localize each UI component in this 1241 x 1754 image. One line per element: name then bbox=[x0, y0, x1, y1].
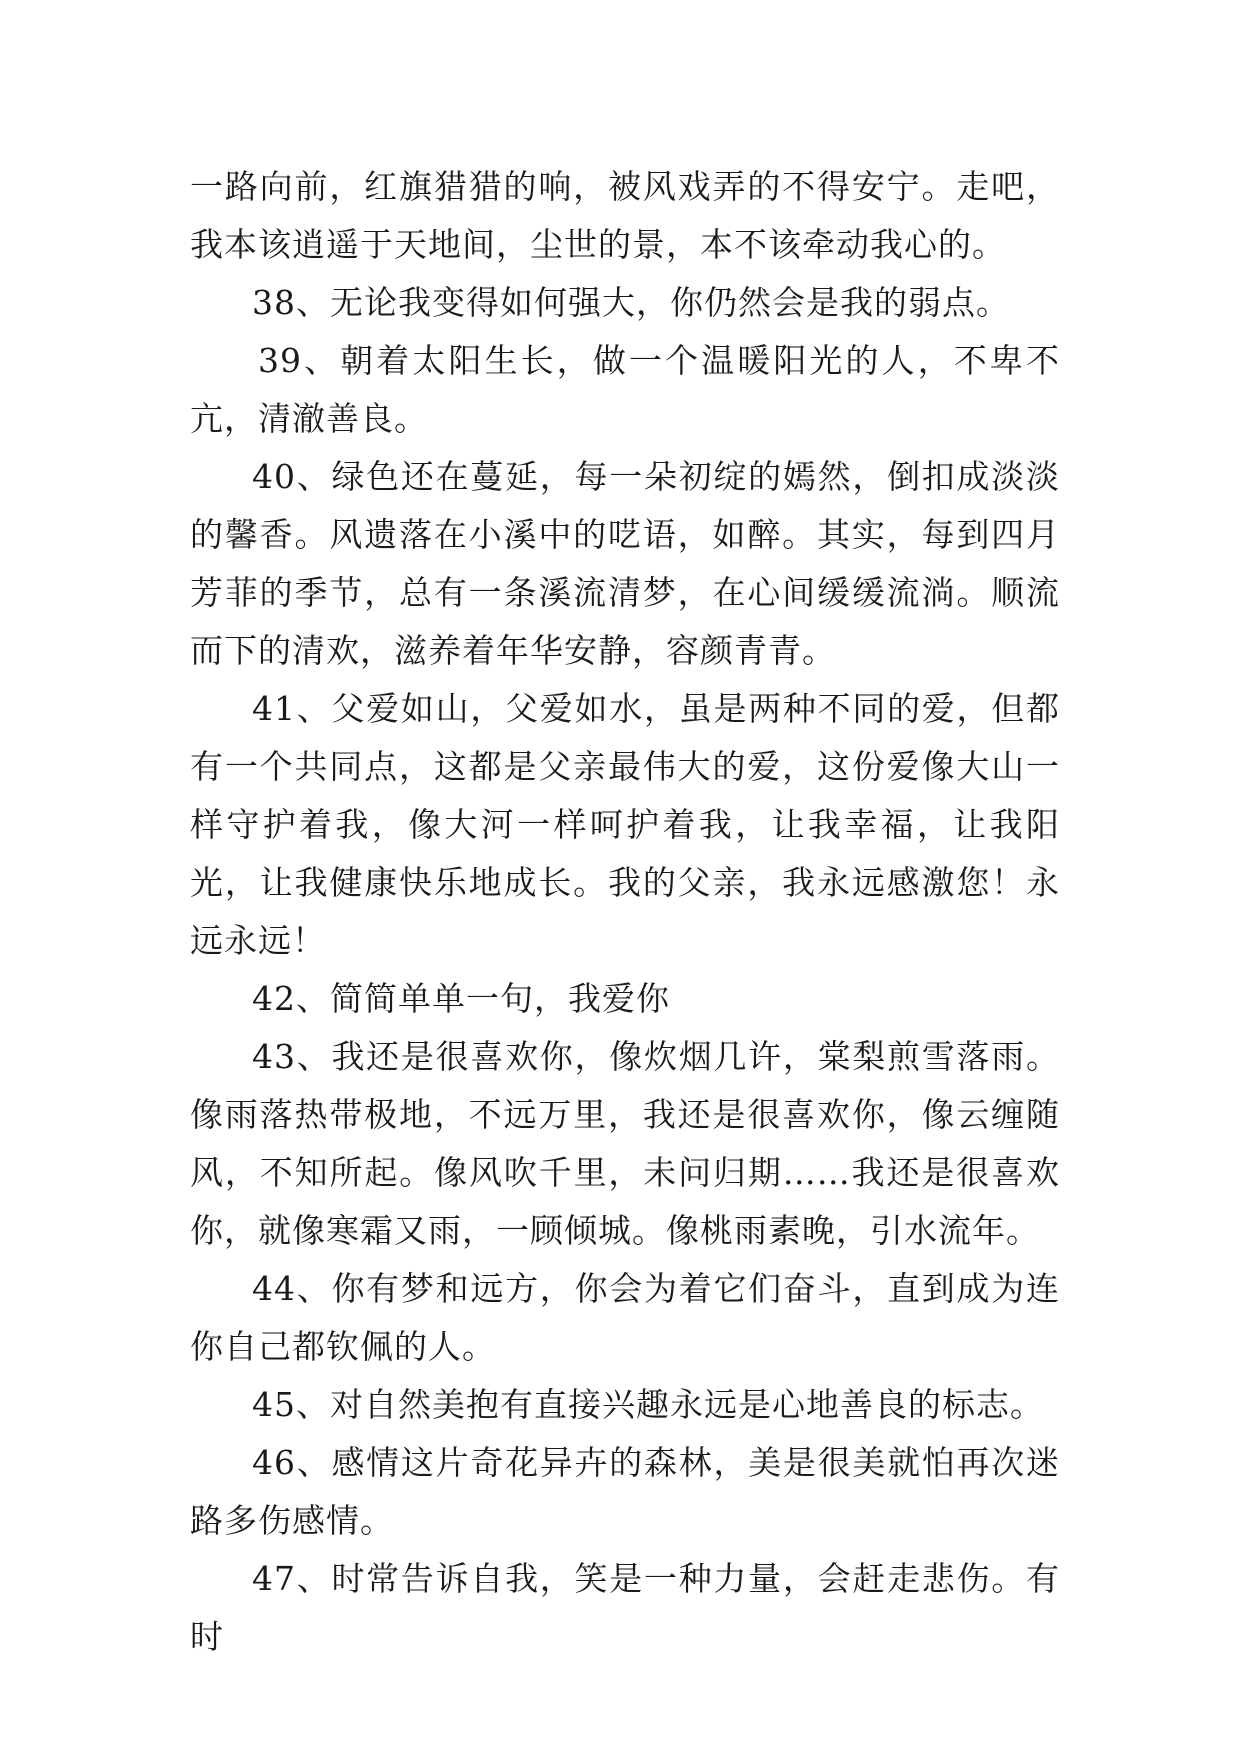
paragraph-39: 39、朝着太阳生长，做一个温暖阳光的人，不卑不亢，清澈善良。 bbox=[190, 341, 1060, 438]
paragraph-41: 41、父爱如山，父爱如水，虽是两种不同的爱，但都有一个共同点，这都是父亲最伟大的爱，这份爱像大山一样守护着我，像大河一样呵护着我，让我幸福，让我阳光，让我健康快乐地成长。我的父亲，我永远感激您！永远永远！ bbox=[190, 689, 1060, 960]
document-body bbox=[190, 158, 1060, 1666]
paragraph-43: 43、我还是很喜欢你，像炊烟几许，棠梨煎雪落雨。像雨落热带极地，不远万里，我还是很喜欢你，像云缠随风，不知所起。像风吹千里，未问归期……我还是很喜欢你，就像寒霜又雨，一顾倾城。像桃雨素晚，引水流年。 bbox=[190, 1037, 1060, 1250]
paragraph-40: 40、绿色还在蔓延，每一朵初绽的嫣然，倒扣成淡淡的馨香。风遗落在小溪中的呓语，如醉。其实，每到四月芳菲的季节，总有一条溪流清梦，在心间缓缓流淌。顺流而下的清欢，滋养着年华安静，容颜青青。 bbox=[190, 457, 1060, 670]
paragraph-38: 38、无论我变得如何强大，你仍然会是我的弱点。 bbox=[252, 283, 1010, 322]
paragraph-46: 46、感情这片奇花异卉的森林，美是很美就怕再次迷路多伤感情。 bbox=[190, 1443, 1060, 1540]
paragraph-continuation: 一路向前，红旗猎猎的响，被风戏弄的不得安宁。走吧，我本该逍遥于天地间，尘世的景，本不该牵动我心的。 bbox=[190, 167, 1060, 264]
paragraph-44: 44、你有梦和远方，你会为着它们奋斗，直到成为连你自己都钦佩的人。 bbox=[190, 1269, 1060, 1366]
paragraph-47: 47、时常告诉自我，笑是一种力量，会赶走悲伤。有时 bbox=[190, 1559, 1060, 1656]
paragraph-42: 42、简简单单一句，我爱你 bbox=[252, 979, 670, 1018]
paragraph-45: 45、对自然美抱有直接兴趣永远是心地善良的标志。 bbox=[252, 1385, 1044, 1424]
